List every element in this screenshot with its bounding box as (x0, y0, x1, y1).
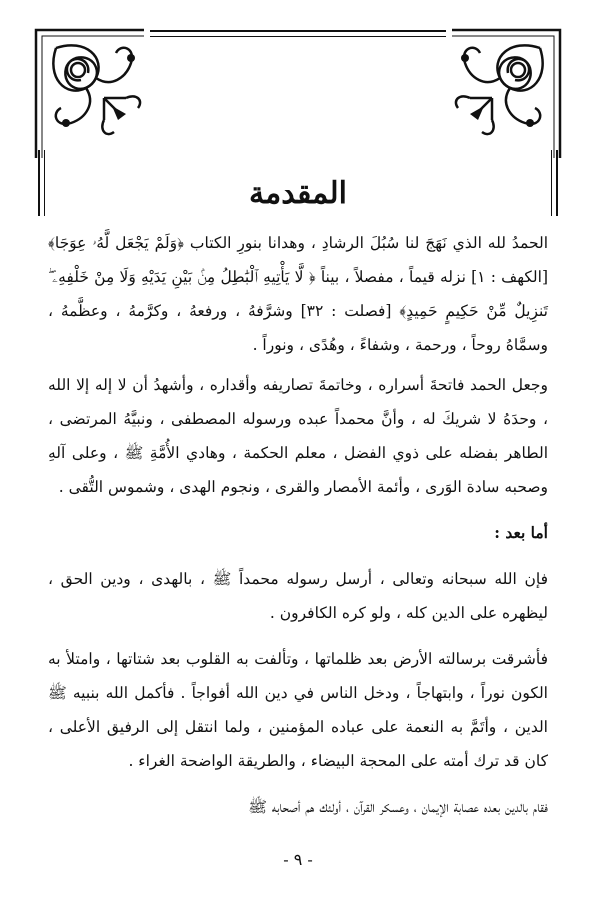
page-title: المقدمة (249, 176, 347, 211)
paragraph-companions: فقام بالدين بعده عصابة الإيمان ، وعسكر القرآن ، أولئك هم أصحابه ﷺ (248, 798, 548, 816)
section-heading: أما بعد : (494, 523, 548, 542)
corner-ornament-left-icon (26, 18, 156, 168)
frame-top-border (150, 30, 446, 37)
body-text (48, 226, 548, 836)
paragraph-message: فأشرقت برسالته الأرض بعد ظلماتها ، وتألفت به القلوب بعد شتاتها ، وامتلأ به الكون نوراً ، وابتهاجاً ، ودخل الناس في دين الله أفواجاً . فأكمل الله بنبيه ﷺ الدين ، وأتَمَّ به النعمة على عباده المؤمنين ، ولما انتقل إلى الرفيق الأعلى ، كان قد ترك أمته على المحجة البيضاء ، والطريقة الواضحة الغراء . (48, 650, 548, 770)
paragraph-praise: وجعل الحمد فاتحةَ أسراره ، وخاتمةَ تصاريفه وأقداره ، وأشهدُ أن لا إله إلا الله ، وحدَهُ لا شريكَ له ، وأنَّ محمداً عبده ورسوله المصطفى ، ونبيَّهُ المرتضى ، الطاهر بفضله على ذوي الفضل ، معلم الحكمة ، وهادي الأُمَّةِ ﷺ ، وعلى آلهِ وصحبه سادة الوَرى ، وأئمة الأمصار والقرى ، ونجوم الهدى ، وشموس التُّقى . (48, 376, 548, 496)
paragraph-opening: الحمدُ لله الذي نَهَجَ لنا سُبُلَ الرشادِ ، وهدانا بنورِ الكتاب ﴿وَلَمْ يَجْعَل لَّهُۥ عِوَجَا﴾ [الكهف : ١] نزله قيماً ، مفصلاً ، بيناً ﴿ لَّا يَأْتِيهِ ٱلْبَٰطِلُ مِنۢ بَيْنِ يَدَيْهِ وَلَا مِنْ خَلْفِهِۦ ۖ تَنزِيلٌ مِّنْ حَكِيمٍ حَمِيدٍ﴾ [فصلت : ٣٢] وشرَّفهُ ، ورفعهُ ، وكرَّمهُ ، وعظَّمهُ ، وسمَّاهُ روحاً ، ورحمة ، وشفاءً ، وهُدًى ، ونوراً . (48, 234, 548, 354)
corner-ornament-right-icon (440, 18, 570, 168)
paragraph-mission: فإن الله سبحانه وتعالى ، أرسل رسوله محمداً ﷺ ، بالهدى ، ودين الحق ، ليظهره على الدين كله ، ولو كره الكافرون . (48, 570, 548, 622)
page-number: - ٩ - (283, 850, 313, 869)
